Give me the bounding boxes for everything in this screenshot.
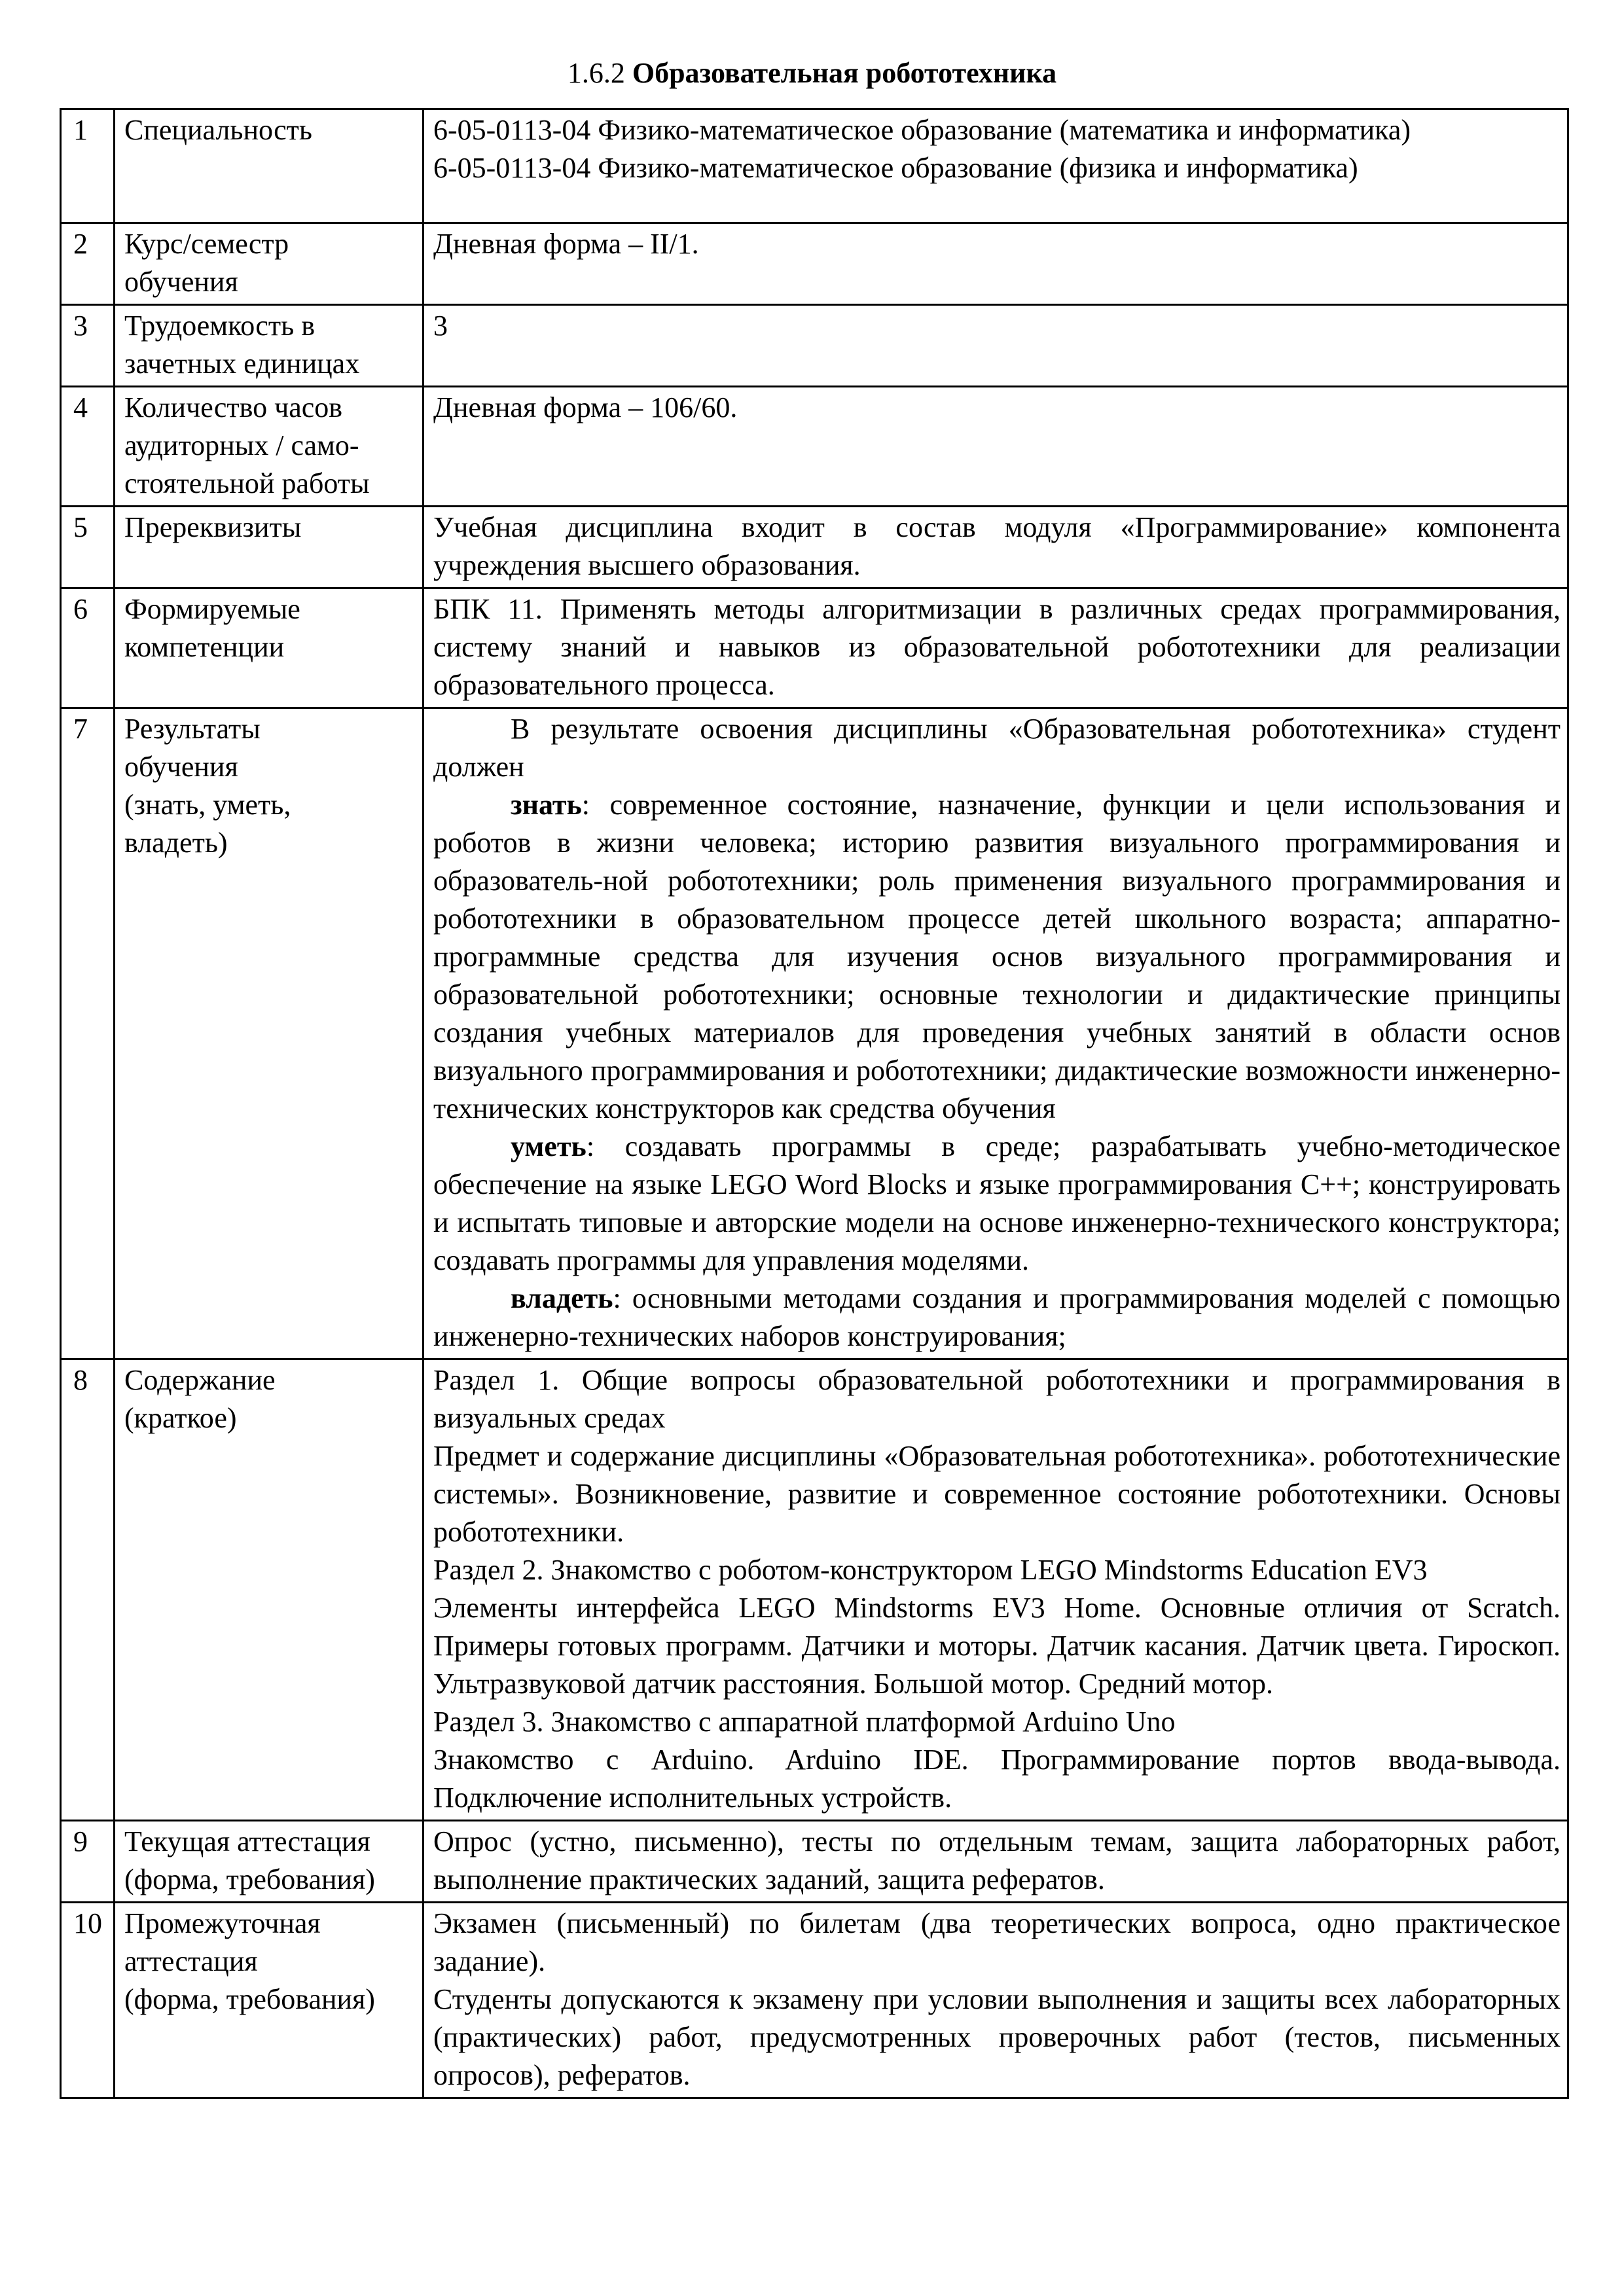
row-content — [424, 223, 1568, 305]
label-line: компетенции — [124, 631, 285, 663]
content-paragraph: Предмет и содержание дисциплины «Образовательная робототехника». робототехнические системы». Возникновение, развитие и современное состояние робототехники. Основы робототехники. — [433, 1440, 1561, 1548]
discipline-table — [60, 108, 1569, 2099]
content-paragraph: БПК 11. Применять методы алгоритмизации в различных средах программирования, систему знаний и навыков из образовательной робототехники для реализации образовательного процесса. — [433, 593, 1561, 701]
row-number: 4 — [61, 387, 115, 507]
row-label — [115, 1821, 424, 1903]
results-know — [433, 786, 1561, 1128]
row-content — [424, 1359, 1568, 1821]
label-line: Результаты — [124, 713, 261, 745]
know-label: знать — [511, 789, 582, 821]
section-heading: Раздел 2. Знакомство с роботом-конструктором LEGO Mindstorms Education EV3 — [433, 1554, 1428, 1586]
label-line: аттестация — [124, 1945, 258, 1977]
content-paragraph: Дневная форма – II/1. — [433, 228, 699, 260]
table-row — [61, 387, 1568, 507]
row-content — [424, 1821, 1568, 1903]
row-label — [115, 507, 424, 588]
row-number: 7 — [61, 708, 115, 1359]
can-label: уметь — [511, 1130, 586, 1162]
content-paragraph: Экзамен (письменный) по билетам (два теоретических вопроса, одно практическое задание). — [433, 1907, 1561, 1977]
row-number: 8 — [61, 1359, 115, 1821]
row-number: 3 — [61, 305, 115, 387]
content-paragraph: 6-05-0113-04 Физико-математическое образование (физика и информатика) — [433, 152, 1358, 184]
label-line: стоятельной работы — [124, 467, 370, 499]
table-row — [61, 708, 1568, 1359]
row-content — [424, 109, 1568, 223]
results-can — [433, 1128, 1561, 1280]
row-content — [424, 507, 1568, 588]
section-heading: Раздел 3. Знакомство с аппаратной платформой Arduino Uno — [433, 1706, 1176, 1738]
label-line: Формируемые — [124, 593, 300, 625]
label-line: Пререквизиты — [124, 511, 302, 543]
table-row — [61, 1821, 1568, 1903]
own-label: владеть — [511, 1282, 613, 1314]
table-row — [61, 109, 1568, 223]
table-row — [61, 1359, 1568, 1821]
label-line: (краткое) — [124, 1402, 237, 1434]
label-line: Трудоемкость в — [124, 310, 315, 342]
row-number: 5 — [61, 507, 115, 588]
label-line: зачетных единицах — [124, 348, 360, 380]
section-name: Образовательная робототехника — [632, 57, 1057, 89]
row-number: 2 — [61, 223, 115, 305]
table-row — [61, 507, 1568, 588]
table-row — [61, 223, 1568, 305]
label-line: обучения — [124, 266, 238, 298]
label-line: (форма, требования) — [124, 1983, 375, 2015]
row-content — [424, 708, 1568, 1359]
content-paragraph: Знакомство с Arduino. Arduino IDE. Программирование портов ввода-вывода. Подключение исполнительных устройств. — [433, 1744, 1561, 1814]
label-line: (знать, уметь, — [124, 789, 291, 821]
row-label — [115, 708, 424, 1359]
row-label — [115, 1903, 424, 2098]
row-label — [115, 305, 424, 387]
content-paragraph: 6-05-0113-04 Физико-математическое образование (математика и информатика) — [433, 114, 1411, 146]
row-label — [115, 223, 424, 305]
row-number: 9 — [61, 1821, 115, 1903]
row-number: 1 — [61, 109, 115, 223]
label-line: Количество часов — [124, 391, 343, 423]
content-paragraph: 3 — [433, 310, 448, 342]
label-line: обучения — [124, 751, 238, 783]
table-row — [61, 588, 1568, 708]
results-own — [433, 1280, 1561, 1355]
row-label — [115, 1359, 424, 1821]
results-intro: В результате освоения дисциплины «Образовательная робототехника» студент должен — [433, 713, 1561, 783]
row-label — [115, 109, 424, 223]
content-paragraph: Студенты допускаются к экзамену при условии выполнения и защиты всех лабораторных (практических) работ, предусмотренных проверочных работ (тестов, письменных опросов), рефератов. — [433, 1983, 1561, 2091]
label-line: Содержание — [124, 1364, 276, 1396]
content-paragraph: Опрос (устно, письменно), тесты по отдельным темам, защита лабораторных работ, выполнение практических заданий, защита рефератов. — [433, 1825, 1561, 1895]
row-content — [424, 305, 1568, 387]
row-content — [424, 1903, 1568, 2098]
table-row — [61, 1903, 1568, 2098]
label-line: владеть) — [124, 827, 228, 859]
content-paragraph: Учебная дисциплина входит в состав модуля «Программирование» компонента учреждения высшего образования. — [433, 511, 1561, 581]
content-paragraph: Дневная форма – 106/60. — [433, 391, 738, 423]
can-text: : создавать программы в среде; разрабатывать учебно-методическое обеспечение на языке LEGO Word Blocks и языке программирования C++; конструировать и испытать типовые и авторские модели на основе инженерно-технического конструктора; создавать программы для управления моделями. — [433, 1130, 1561, 1276]
row-number: 10 — [61, 1903, 115, 2098]
know-text: : современное состояние, назначение, функции и цели использования и роботов в жизни человека; историю развития визуального программирования и образователь-ной робототехники; роль применения визуального программирования и робототехники в образовательном процессе детей школьного возраста; аппаратно-программные средства для изучения основ визуального программирования и образовательной робототехники; основные технологии и дидактические принципы создания учебных материалов для проведения учебных занятий в области основ визуального программирования и робототехники; дидактические возможности инженерно-технических конструкторов как средства обучения — [433, 789, 1561, 1124]
table-row — [61, 305, 1568, 387]
label-line: аудиторных / само- — [124, 429, 359, 461]
label-line: Специальность — [124, 114, 312, 146]
row-number: 6 — [61, 588, 115, 708]
row-content — [424, 588, 1568, 708]
label-line: (форма, требования) — [124, 1863, 375, 1895]
label-line: Курс/семестр — [124, 228, 289, 260]
label-line: Текущая аттестация — [124, 1825, 370, 1857]
row-content — [424, 387, 1568, 507]
row-label — [115, 387, 424, 507]
section-heading: Раздел 1. Общие вопросы образовательной робототехники и программирования в визуальных средах — [433, 1364, 1561, 1434]
page-title — [0, 55, 1624, 92]
section-number: 1.6.2 — [567, 57, 625, 89]
row-label — [115, 588, 424, 708]
label-line: Промежуточная — [124, 1907, 321, 1939]
content-paragraph: Элементы интерфейса LEGO Mindstorms EV3 Home. Основные отличия от Scratch. Примеры готовых программ. Датчики и моторы. Датчик касания. Датчик цвета. Гироскоп. Ультразвуковой датчик расстояния. Большой мотор. Средний мотор. — [433, 1592, 1561, 1700]
own-text: : основными методами создания и программирования моделей с помощью инженерно-технических наборов конструирования; — [433, 1282, 1561, 1352]
